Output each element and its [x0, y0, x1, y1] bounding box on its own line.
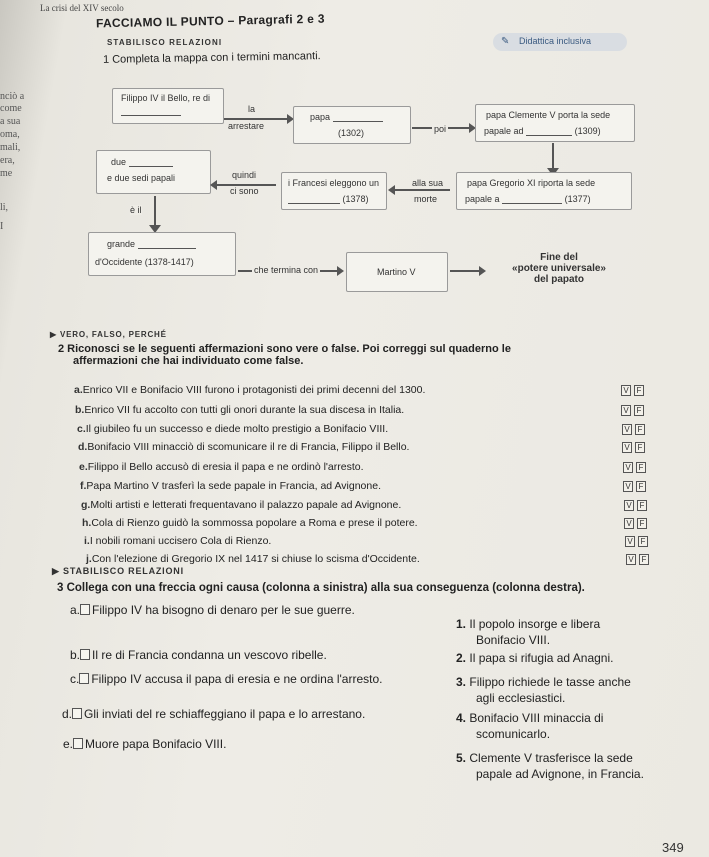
statement-letter: a.	[74, 384, 83, 396]
statement-letter: h.	[82, 517, 92, 529]
effect-text: Il papa si rifugia ad Anagni.	[469, 651, 614, 665]
blank-field[interactable]	[502, 203, 562, 204]
effect-item	[456, 710, 603, 742]
statement-row	[81, 499, 401, 511]
answer-box[interactable]	[80, 649, 90, 660]
map-node-fine: Fine del «potere universale» del papato	[512, 252, 606, 285]
effect-number: 1.	[456, 617, 467, 631]
effect-number: 3.	[456, 675, 467, 689]
section-3-label: ▶ STABILISCO RELAZIONI	[52, 566, 184, 576]
badge-label: Didattica inclusiva	[519, 36, 592, 46]
margin-fragment: era,	[0, 155, 15, 166]
exercise-1-instruction: 1 Completa la mappa con i termini mancanti.	[102, 50, 321, 66]
false-checkbox[interactable]: F	[635, 442, 645, 453]
true-false-choice	[623, 481, 646, 492]
page-title: FACCIAMO IL PUNTO – Paragrafi 2 e 3	[95, 11, 325, 31]
statement-text: Cola di Rienzo guidò la sommossa popolare a Roma e prese il potere.	[91, 517, 418, 529]
statement-text: Con l'elezione di Gregorio IX nel 1417 si chiuse lo scisma d'Occidente.	[91, 553, 420, 565]
margin-fragment: li,	[0, 202, 9, 213]
cause-letter: c.	[70, 672, 80, 686]
false-checkbox[interactable]: F	[634, 385, 644, 396]
arrow-down	[552, 143, 554, 169]
margin-fragment: oma,	[0, 129, 20, 140]
arrow-down	[154, 196, 156, 226]
map-node-clemente: papa Clemente V porta la sede papale ad (1309)	[475, 104, 635, 142]
map-node-papa: papa (1302)	[293, 106, 411, 144]
effect-number: 2.	[456, 651, 467, 665]
margin-fragment: mali,	[0, 142, 21, 153]
statement-letter: d.	[78, 441, 88, 453]
effect-text-cont: papale ad Avignone, in Francia.	[476, 767, 644, 781]
cause-letter: d.	[62, 707, 73, 721]
true-false-choice	[621, 405, 644, 416]
pencil-icon: ✎	[501, 36, 510, 47]
false-checkbox[interactable]: F	[637, 500, 647, 511]
true-checkbox[interactable]: V	[624, 500, 634, 511]
effect-text: Filippo richiede le tasse anche	[469, 675, 631, 689]
statement-text: Enrico VII e Bonifacio VIII furono i protagonisti dei primi decenni del 1300.	[82, 384, 426, 396]
statement-row	[86, 553, 420, 565]
statement-row	[82, 517, 418, 529]
cause-letter: e.	[63, 737, 74, 751]
true-false-choice	[623, 462, 646, 473]
map-node-gregorio: papa Gregorio XI riporta la sede papale a (1377)	[456, 172, 632, 210]
exercise-2-question: 2 Riconosci se le seguenti affermazioni sono vere o false. Poi correggi sul quaderno le	[58, 343, 511, 355]
statement-row	[77, 423, 388, 435]
cause-item	[70, 648, 327, 662]
statement-text: Filippo il Bello accusò di eresia il papa e ne ordinò l'arresto.	[87, 461, 364, 473]
answer-box[interactable]	[72, 708, 82, 719]
statement-text: Papa Martino V trasferì la sede papale in Francia, ad Avignone.	[86, 480, 381, 492]
statement-row	[80, 480, 381, 492]
map-node-scisma: grande d'Occidente (1378-1417)	[88, 232, 236, 276]
cause-letter: b.	[70, 648, 81, 662]
false-checkbox[interactable]: F	[634, 405, 644, 416]
answer-box[interactable]	[73, 738, 83, 749]
arrow-left	[394, 189, 450, 191]
false-checkbox[interactable]: F	[638, 536, 648, 547]
cause-item	[62, 707, 365, 721]
statement-letter: b.	[75, 404, 85, 416]
true-false-choice	[622, 442, 645, 453]
true-checkbox[interactable]: V	[625, 536, 635, 547]
cause-text: Il re di Francia condanna un vescovo ribelle.	[92, 648, 327, 662]
map-node-filippo: Filippo IV il Bello, re di	[112, 88, 224, 124]
true-checkbox[interactable]: V	[623, 462, 633, 473]
true-checkbox[interactable]: V	[622, 424, 632, 435]
section-label: STABILISCO RELAZIONI	[107, 38, 223, 47]
statement-letter: c.	[77, 423, 86, 435]
blank-field[interactable]	[129, 166, 173, 167]
blank-field[interactable]	[526, 135, 572, 136]
true-checkbox[interactable]: V	[623, 481, 633, 492]
statement-text: Molti artisti e letterati frequentavano il palazzo papale ad Avignone.	[90, 499, 402, 511]
margin-fragment: nciò a	[0, 91, 25, 102]
exercise-2-question-cont: affermazioni che hai individuato come false.	[73, 355, 304, 367]
inclusive-badge	[493, 33, 627, 51]
false-checkbox[interactable]: F	[635, 424, 645, 435]
true-false-choice	[622, 424, 645, 435]
section-2-label: ▶ VERO, FALSO, PERCHÉ	[50, 330, 167, 339]
cause-text: Muore papa Bonifacio VIII.	[85, 737, 227, 751]
effect-number: 4.	[456, 711, 467, 725]
statement-letter: i.	[84, 535, 90, 547]
margin-fragment: a sua	[0, 116, 21, 127]
false-checkbox[interactable]: F	[636, 481, 646, 492]
statement-text: Bonifacio VIII minacciò di scomunicare il re di Francia, Filippo il Bello.	[87, 441, 410, 453]
exercise-3-question: 3 Collega con una freccia ogni causa (colonna a sinistra) alla sua conseguenza (colonna destra).	[57, 582, 585, 594]
blank-field[interactable]	[138, 248, 196, 249]
map-node-due-sedi: due e due sedi papali	[96, 150, 211, 194]
false-checkbox[interactable]: F	[636, 462, 646, 473]
margin-fragment: me	[0, 168, 13, 179]
true-false-choice	[624, 518, 647, 529]
answer-box[interactable]	[80, 604, 90, 615]
cause-item	[63, 737, 226, 751]
cause-item	[70, 672, 382, 686]
effect-item	[456, 616, 600, 648]
effect-text-cont: scomunicarlo.	[476, 727, 551, 741]
map-node-francesi: i Francesi eleggono un (1378)	[281, 172, 387, 210]
statement-letter: f.	[80, 480, 87, 492]
statement-letter: j.	[86, 553, 92, 565]
true-checkbox[interactable]: V	[626, 554, 636, 565]
true-false-choice	[624, 500, 647, 511]
page-number: 349	[662, 840, 684, 855]
arrow-right	[224, 118, 288, 120]
cause-text: Filippo IV ha bisogno di denaro per le sue guerre.	[92, 603, 355, 617]
statement-text: I nobili romani uccisero Cola di Rienzo.	[89, 535, 272, 547]
effect-number: 5.	[456, 751, 467, 765]
bullet-icon: ▶	[50, 330, 57, 339]
true-false-choice	[626, 554, 649, 565]
statement-letter: e.	[79, 461, 88, 473]
statement-row	[75, 404, 404, 416]
effect-item	[456, 750, 644, 782]
map-node-martino: Martino V	[346, 252, 448, 292]
bullet-icon: ▶	[52, 566, 60, 576]
blank-field[interactable]	[288, 203, 340, 204]
statement-text: Enrico VII fu accolto con tutti gli onori durante la sua discesa in Italia.	[84, 404, 405, 416]
true-checkbox[interactable]: V	[624, 518, 634, 529]
effect-text: Il popolo insorge e libera	[469, 617, 601, 631]
blank-field[interactable]	[333, 121, 383, 122]
statement-row	[84, 535, 271, 547]
effect-text-cont: agli ecclesiastici.	[476, 691, 566, 705]
true-checkbox[interactable]: V	[622, 442, 632, 453]
cause-text: Gli inviati del re schiaffeggiano il papa e lo arrestano.	[84, 707, 366, 721]
running-head: La crisi del XIV secolo	[40, 3, 124, 13]
statement-text: Il giubileo fu un successo e diede molto prestigio a Bonifacio VIII.	[85, 423, 389, 435]
statement-row	[74, 384, 425, 396]
margin-fragment: come	[0, 103, 22, 114]
statement-letter: g.	[81, 499, 91, 511]
statement-row	[78, 441, 409, 453]
effect-text: Bonifacio VIII minaccia di	[469, 711, 604, 725]
false-checkbox[interactable]: F	[639, 554, 649, 565]
blank-field[interactable]	[121, 115, 181, 116]
margin-fragment: I	[0, 221, 4, 232]
answer-box[interactable]	[79, 673, 89, 684]
true-false-choice	[625, 536, 648, 547]
statement-row	[79, 461, 364, 473]
arrow-right	[450, 270, 480, 272]
false-checkbox[interactable]: F	[637, 518, 647, 529]
effect-item	[456, 650, 613, 666]
cause-text: Filippo IV accusa il papa di eresia e ne ordina l'arresto.	[91, 672, 383, 686]
cause-item	[70, 603, 355, 617]
cause-letter: a.	[70, 603, 81, 617]
true-false-choice	[621, 385, 644, 396]
textbook-page: nciò a come a sua oma, mali, era, me li, I La crisi del XIV secolo FACCIAMO IL PUNTO – Paragrafi 2 e 3 STABILISCO RELAZIONI ✎ Didattica inclusiva 1 Completa la mappa con i termini mancanti. Filippo IV il Bello, re di la arrestare papa (1302) poi papa Clemente V porta la sede papale ad (1309) due e due sedi papali quindi ci sono i Francesi eleggono un (1378) alla sua morte papa Gregorio XI riporta la sede papale a (1377) è il grande d'Occidente (1378-1417) che termina con Martino V Fine del «potere universale» del papato ▶ VERO, FALSO, PERCHÉ 2 Riconosci se le seguenti affermazioni sono vere o false. Poi correggi sul quaderno le affermazioni che hai individuato come false. a.Enrico VII e Bonifacio VIII furono i protagonisti dei primi decenni del 1300. V F b.Enrico VII fu accolto con tutti gli onori durante la sua discesa in Italia. V F c.Il giubileo fu un successo e diede molto prestigio a Bonifacio VIII. V F d.Bonifacio VIII minacciò di scomunicare il re di Francia, Filippo il Bello. V F e.Filippo il Bello accusò di eresia il papa e ne ordinò l'arresto. V F f.Papa Martino V trasferì la sede papale in Francia, ad Avignone. V F g.Molti artisti e letterati frequentavano il palazzo papale ad Avignone. V F h.Cola di Rienzo guidò la sommossa popolare a Roma e prese il potere. V F i.I nobili romani uccisero Cola di Rienzo. V F j.Con l'elezione di Gregorio IX nel 1417 si chiuse lo scisma d'Occidente. V F ▶ STABILISCO RELAZIONI 3 Collega con una freccia ogni causa (colonna a sinistra) alla sua conseguenza (colonna destra). a. Filippo IV ha bisogno di denaro per le sue guerre. b. Il re di Francia condanna un vescovo ribelle. c. Filippo IV accusa il papa di eresia e ne ordina l'arresto. d. Gli inviati del re schiaffeggiano il papa e lo arrestano. e. Muore papa Bonifacio VIII. 1. Il popolo insorge e libera Bonifacio VIII. 2. Il papa si rifugia ad Anagni. 3. Filippo richiede le tasse anche agli ecclesiastici. 4. Bonifacio VIII minaccia di scomunicarlo. 5. Clemente V trasferisce la sede papale ad Avignone, in Francia. 349	[0, 0, 709, 857]
true-checkbox[interactable]: V	[621, 385, 631, 396]
effect-item	[456, 674, 631, 706]
effect-text: Clemente V trasferisce la sede	[469, 751, 633, 765]
true-checkbox[interactable]: V	[621, 405, 631, 416]
effect-text-cont: Bonifacio VIII.	[476, 633, 551, 647]
